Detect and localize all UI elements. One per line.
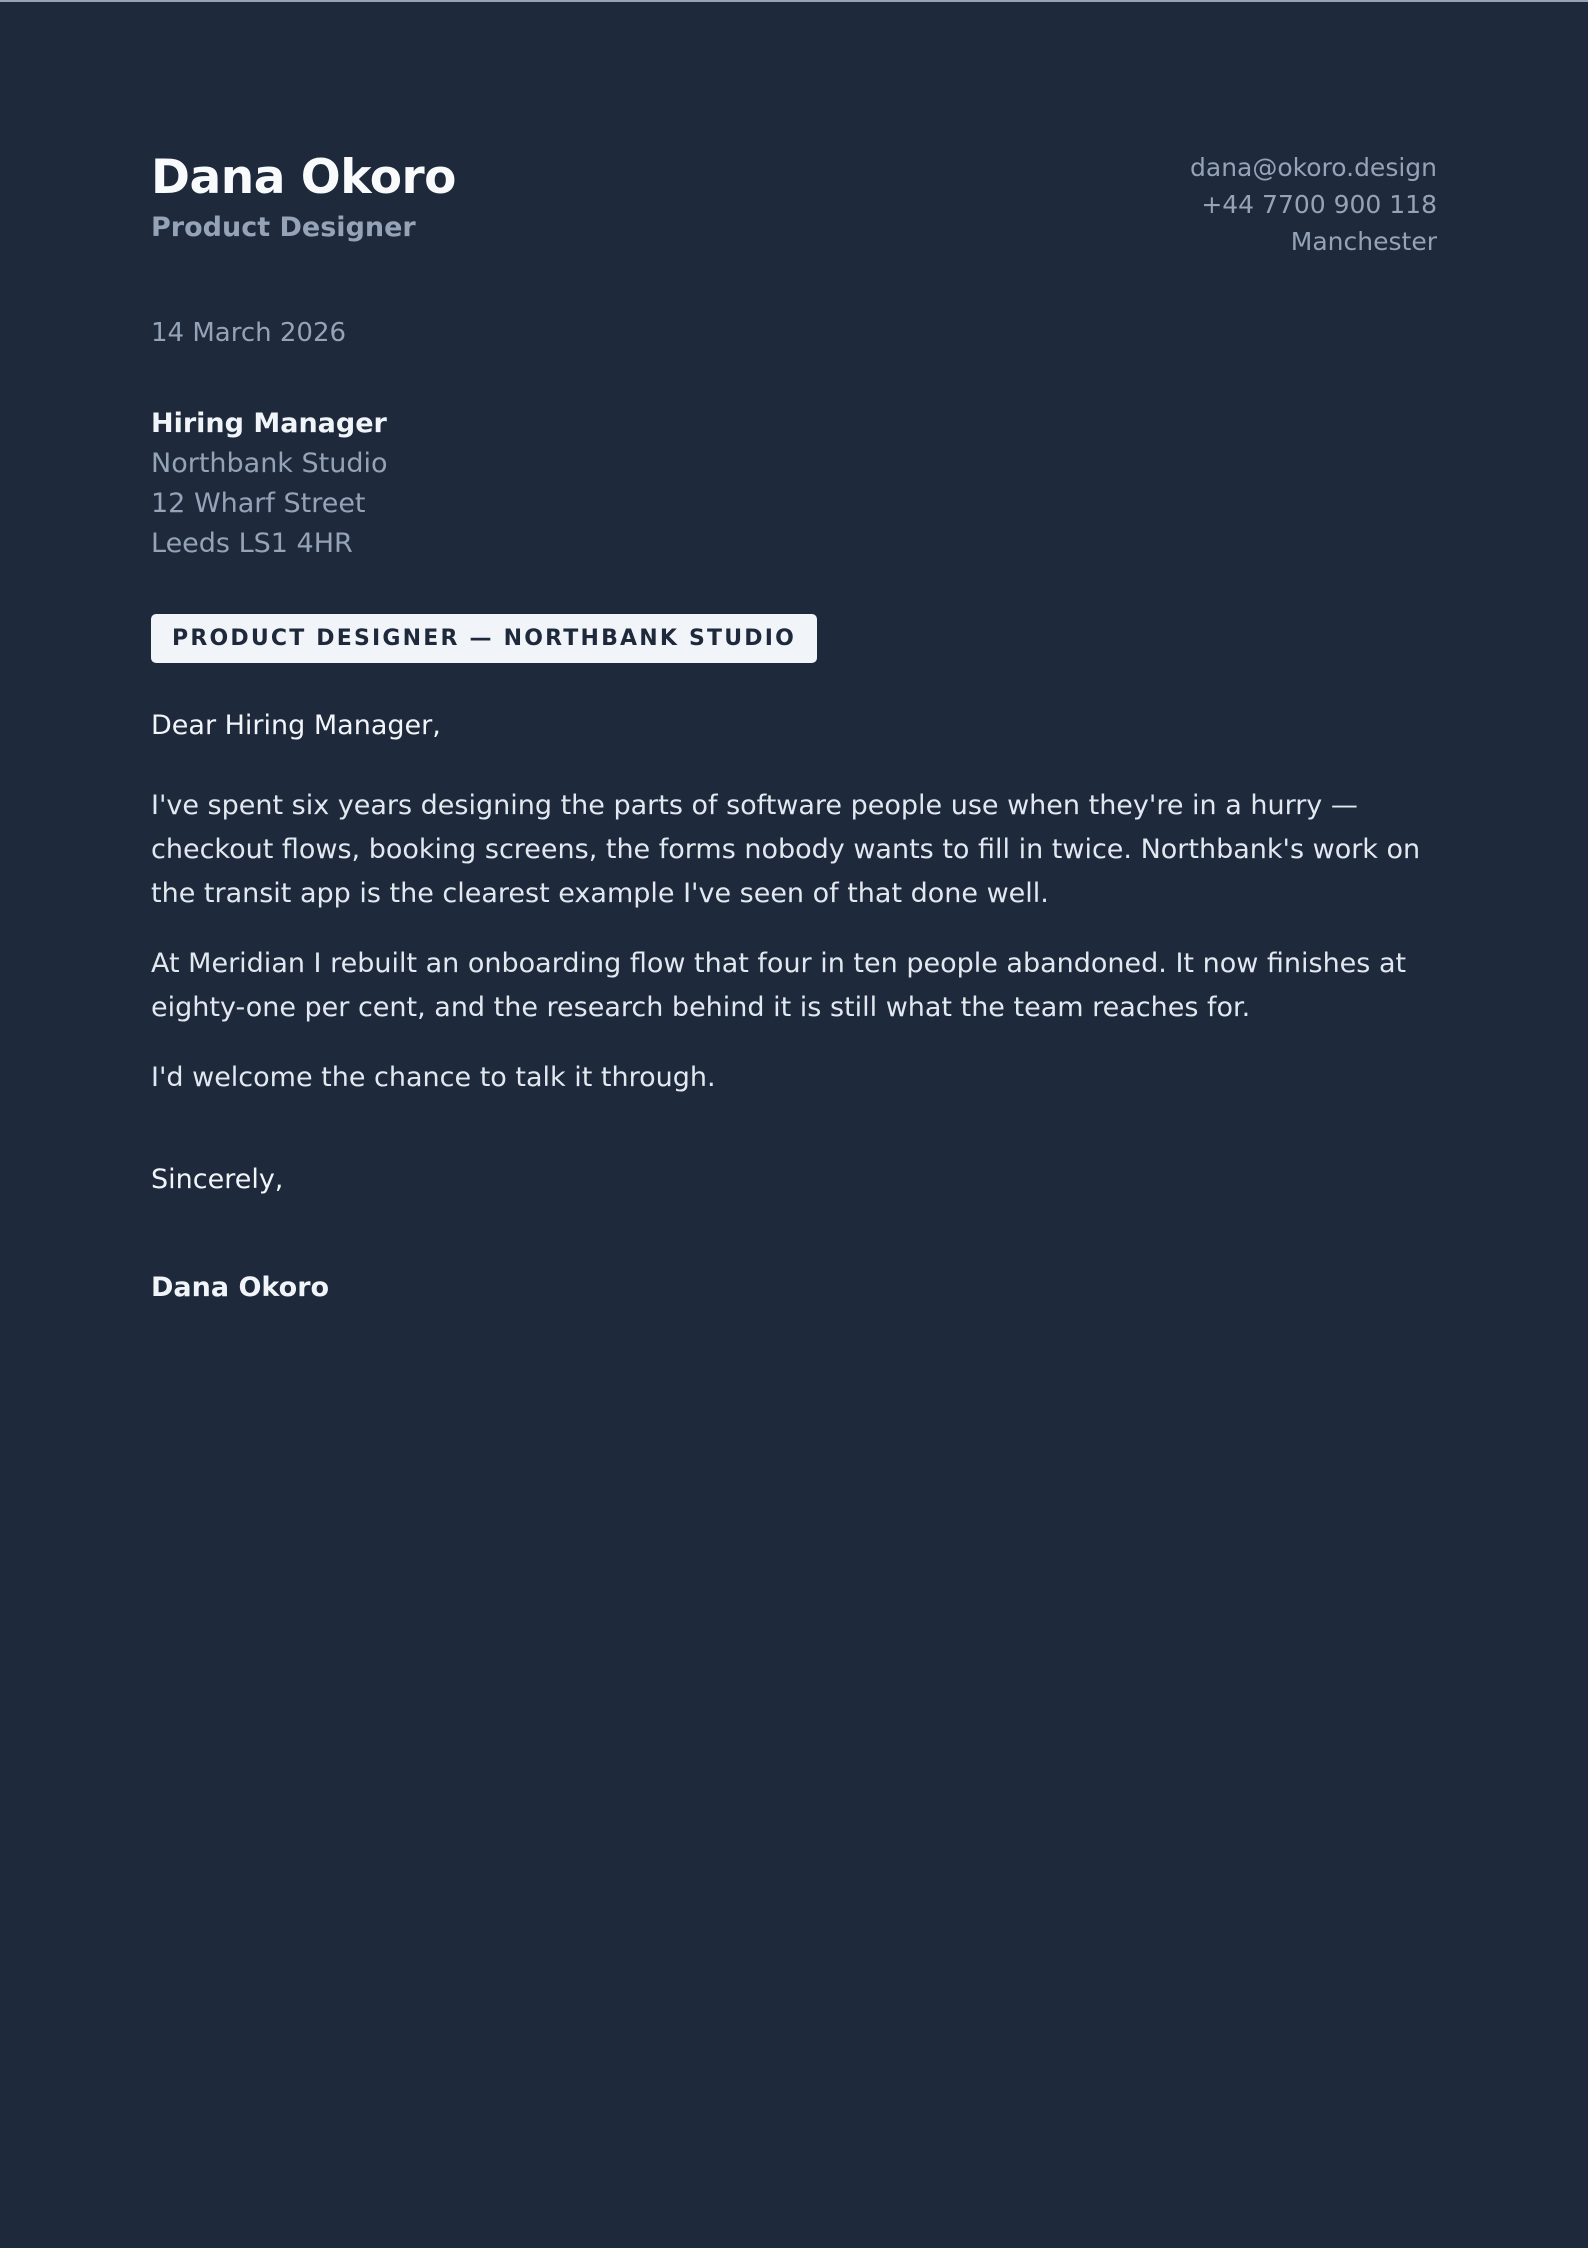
recipient-city: Leeds LS1 4HR [151,528,353,559]
sender-name: Dana Okoro [151,150,456,205]
sender-contact [1190,149,1437,260]
recipient-address [151,404,388,564]
sender-title: Product Designer [151,211,416,243]
body-paragraph: I'd welcome the chance to talk it through. [151,1062,716,1093]
salutation: Dear Hiring Manager, [151,710,441,741]
recipient-company: Northbank Studio [151,448,388,479]
letter-header [151,152,1437,260]
recipient-street: 12 Wharf Street [151,488,366,519]
recipient-title: Hiring Manager [151,408,387,439]
letter-date: 14 March 2026 [151,318,347,348]
sender-email[interactable]: dana@okoro.design [1190,153,1437,182]
body-paragraph: At Meridian I rebuilt an onboarding flow that four in ten people abandoned. It now finishes at eighty-one per cent, and the research behind it is still what the team reaches for. [151,948,1407,1023]
sender-city: Manchester [1290,227,1437,256]
subject-badge: PRODUCT DESIGNER — NORTHBANK STUDIO [151,614,817,663]
sender-identity [151,152,456,243]
body-paragraph: I've spent six years designing the parts of software people use when they're in a hurry — checkout flows, booking screens, the forms nobody wants to fill in twice. Northbank's work on the transit app is the clearest example I've seen of that done well. [151,790,1421,909]
closing: Sincerely, [151,1164,284,1195]
letter-body [151,784,1437,1126]
sender-phone[interactable]: +44 7700 900 118 [1201,190,1437,219]
cover-letter-page [0,2,1588,2248]
signature: Dana Okoro [151,1272,330,1303]
